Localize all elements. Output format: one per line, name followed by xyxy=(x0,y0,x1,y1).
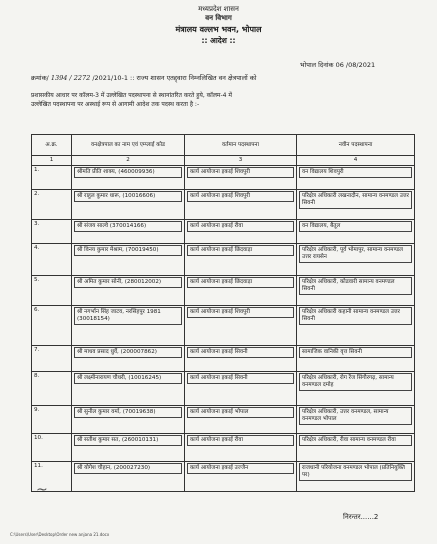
new-posting-cell xyxy=(297,306,415,346)
table-row xyxy=(32,244,415,276)
header-government: मध्यप्रदेश शासन xyxy=(198,5,239,13)
current-posting: कार्य आयोजना इकाई छिंदवाड़ा xyxy=(187,245,294,256)
new-posting-cell xyxy=(297,220,415,244)
new-posting-cell xyxy=(297,406,415,434)
serial-number: 5. xyxy=(34,277,40,283)
officer-name: श्री योगेश चौहान, (200027230) xyxy=(74,463,182,474)
header-name: वनक्षेत्रपाल का नाम एवं एम्प्लाई कोड xyxy=(72,135,185,156)
table-header-row xyxy=(32,135,415,156)
serial-number: 2. xyxy=(34,191,40,197)
order-number-prefix: क्रमांक/ xyxy=(31,74,49,82)
current-posting-cell xyxy=(185,372,297,406)
header-serial: अ.क्र. xyxy=(32,135,72,156)
new-posting: वन विद्यालय, बैतूल xyxy=(299,221,412,232)
serial-number-cell xyxy=(32,406,72,434)
table-row xyxy=(32,372,415,406)
current-posting: कार्य आयोजना इकाई रीवा xyxy=(187,221,294,232)
new-posting: वन विद्यालय शिवपुरी xyxy=(299,167,412,178)
new-posting-cell xyxy=(297,166,415,190)
table-row xyxy=(32,306,415,346)
officer-name: श्री संजय साल्वे (370014166) xyxy=(74,221,182,232)
current-posting-cell xyxy=(185,462,297,492)
officer-name: श्री सतीश कुमार सत, (260010131) xyxy=(74,435,182,446)
body-text-line-2: प्रशासकीय आधार पर कॉलम-3 में उल्लेखित पदस्थापना से स्थानांतरित करते हुये, कॉलम-4 में xyxy=(31,92,232,99)
col-number: 1 xyxy=(32,156,72,166)
header-current-posting: वर्तमान पदस्थापना xyxy=(185,135,297,156)
order-date: भोपाल दिनांक 06 /08/2021 xyxy=(300,61,376,69)
col-number: 4 xyxy=(297,156,415,166)
officer-name: श्री सुनील कुमार वर्मा, (70019638) xyxy=(74,407,182,418)
new-posting: परिक्षेत्र अधिकारी कहानी सामान्य वनमण्डल उत्तर सिवनी xyxy=(299,307,412,325)
serial-number-cell xyxy=(32,346,72,372)
current-posting: कार्य आयोजना इकाई शिवपुरी xyxy=(187,191,294,202)
officer-name-cell xyxy=(72,462,185,492)
serial-number: 8. xyxy=(34,373,40,379)
serial-number-cell xyxy=(32,190,72,220)
officer-name: श्रीमति प्रीति शाक्य, (460009936) xyxy=(74,167,182,178)
new-posting-cell xyxy=(297,346,415,372)
officer-name: श्री माधव प्रसाद धुर्वे, (200007862) xyxy=(74,347,182,358)
table-row xyxy=(32,276,415,306)
serial-number: 6. xyxy=(34,307,40,313)
current-posting-cell xyxy=(185,276,297,306)
serial-number-cell xyxy=(32,276,72,306)
officer-name: श्री लक्ष्मीनारायण चौधरी, (10016245) xyxy=(74,373,182,384)
current-posting: कार्य आयोजना इकाई सिवनी xyxy=(187,373,294,384)
table-row xyxy=(32,166,415,190)
officer-name-cell xyxy=(72,406,185,434)
new-posting-cell xyxy=(297,190,415,220)
header-new-posting: नवीन पदस्थापना xyxy=(297,135,415,156)
officer-name-cell xyxy=(72,372,185,406)
officer-name-cell xyxy=(72,346,185,372)
officer-name: श्री विनय कुमार मेश्राम, (70019450) xyxy=(74,245,182,256)
serial-number-cell xyxy=(32,220,72,244)
officer-name-cell xyxy=(72,166,185,190)
officer-name: श्री नगर्भान सिंह जाटव, नरसिंहपुर 1981 (30018154) xyxy=(74,307,182,325)
new-posting-cell xyxy=(297,276,415,306)
officer-name-cell xyxy=(72,434,185,462)
serial-number: 1. xyxy=(34,167,40,173)
officer-name-cell xyxy=(72,306,185,346)
current-posting: कार्य आयोजना इकाई शिवपुरी xyxy=(187,307,294,318)
transfer-table xyxy=(31,134,415,492)
officer-name: श्री राहुल कुमार धारू, (10016606) xyxy=(74,191,182,202)
table-body xyxy=(32,166,415,492)
order-number-suffix: /2021/10-1 :: राज्य शासन एतद्द्वारा निम्नलिखित वन क्षेत्रपालों को xyxy=(92,74,257,82)
current-posting-cell xyxy=(185,244,297,276)
column-number-row xyxy=(32,156,415,166)
new-posting-cell xyxy=(297,462,415,492)
serial-number-cell xyxy=(32,166,72,190)
officer-name-cell xyxy=(72,244,185,276)
current-posting: कार्य आयोजना इकाई शिवपुरी xyxy=(187,167,294,178)
new-posting: परिक्षेत्र अधिकारी, कोडवारी सामान्य वनमण्डल सिवनी xyxy=(299,277,412,295)
continued-note: निरन्तर......2 xyxy=(343,513,379,521)
serial-number-cell xyxy=(32,306,72,346)
current-posting-cell xyxy=(185,306,297,346)
officer-name-cell xyxy=(72,220,185,244)
table-row xyxy=(32,406,415,434)
current-posting-cell xyxy=(185,434,297,462)
current-posting-cell xyxy=(185,406,297,434)
new-posting: परिक्षेत्र अधिकारी, रीवा सामान्य वनमण्डल रीवा xyxy=(299,435,412,446)
serial-number: 4. xyxy=(34,245,40,251)
current-posting-cell xyxy=(185,190,297,220)
current-posting-cell xyxy=(185,220,297,244)
serial-number: 10. xyxy=(34,435,43,441)
current-posting: कार्य आयोजना इकाई छिंदवाड़ा xyxy=(187,277,294,288)
officer-name-cell xyxy=(72,276,185,306)
serial-number: 9. xyxy=(34,407,40,413)
serial-number: 7. xyxy=(34,347,40,353)
new-posting: परिक्षेत्र अधिकारी लखनादौन, सामान्य वनमण्डल उत्तर सिवनी xyxy=(299,191,412,209)
new-posting: परिक्षेत्र अधिकारी, उत्तर वनमण्डल, सामान्य वनमण्डल भोपाल xyxy=(299,407,412,425)
new-posting-cell xyxy=(297,244,415,276)
col-number: 3 xyxy=(185,156,297,166)
current-posting: कार्य आयोजना इकाई सिवनी xyxy=(187,347,294,358)
officer-name-cell xyxy=(72,190,185,220)
table-row xyxy=(32,220,415,244)
serial-number-cell xyxy=(32,434,72,462)
header-order-title: :: आदेश :: xyxy=(201,36,236,45)
serial-number-cell xyxy=(32,244,72,276)
new-posting: परिक्षेत्र अधिकारी, पूर्व भोमापुर, सामान्य वनमण्डल उत्तर रायसेन xyxy=(299,245,412,263)
table-row xyxy=(32,190,415,220)
new-posting-cell xyxy=(297,434,415,462)
current-posting: कार्य आयोजना इकाई उज्जैन xyxy=(187,463,294,474)
table-row xyxy=(32,462,415,492)
header-ministry: मंत्रालय वल्लभ भवन, भोपाल xyxy=(175,25,262,34)
order-number-handwritten: 1394 / 2272 xyxy=(50,74,91,82)
new-posting: राजधानी परियोजना वनमण्डल भोपाल (प्रतिनियुक्ति पर) xyxy=(299,463,412,481)
new-posting: परिक्षेत्र अधिकारी, रोग रेंज सिंगौरगढ़, सामान्य वनमण्डल दमोह xyxy=(299,373,412,391)
file-path: C:\Users\User\Desktop\Order new anjana 21.docx xyxy=(10,532,110,537)
new-posting: सामाजिक वानिकी वृत्त सिवनी xyxy=(299,347,412,358)
officer-name: श्री अमित कुमार सोनी, (280012002) xyxy=(74,277,182,288)
header-department: वन विभाग xyxy=(205,14,232,22)
serial-number: 11. xyxy=(34,463,43,469)
margin-mark: ~ xyxy=(36,482,48,498)
new-posting-cell xyxy=(297,372,415,406)
serial-number: 3. xyxy=(34,221,40,227)
table-row xyxy=(32,346,415,372)
current-posting-cell xyxy=(185,166,297,190)
current-posting: कार्य आयोजना इकाई रीवा xyxy=(187,435,294,446)
current-posting-cell xyxy=(185,346,297,372)
table-row xyxy=(32,434,415,462)
serial-number-cell xyxy=(32,372,72,406)
current-posting: कार्य आयोजना इकाई भोपाल xyxy=(187,407,294,418)
body-text-line-3: उल्लेखित पदस्थापना पर अस्थाई रूप से आगामी आदेश तक पदस्थ करता है :- xyxy=(31,101,200,108)
order-number-line xyxy=(31,73,256,82)
col-number: 2 xyxy=(72,156,185,166)
